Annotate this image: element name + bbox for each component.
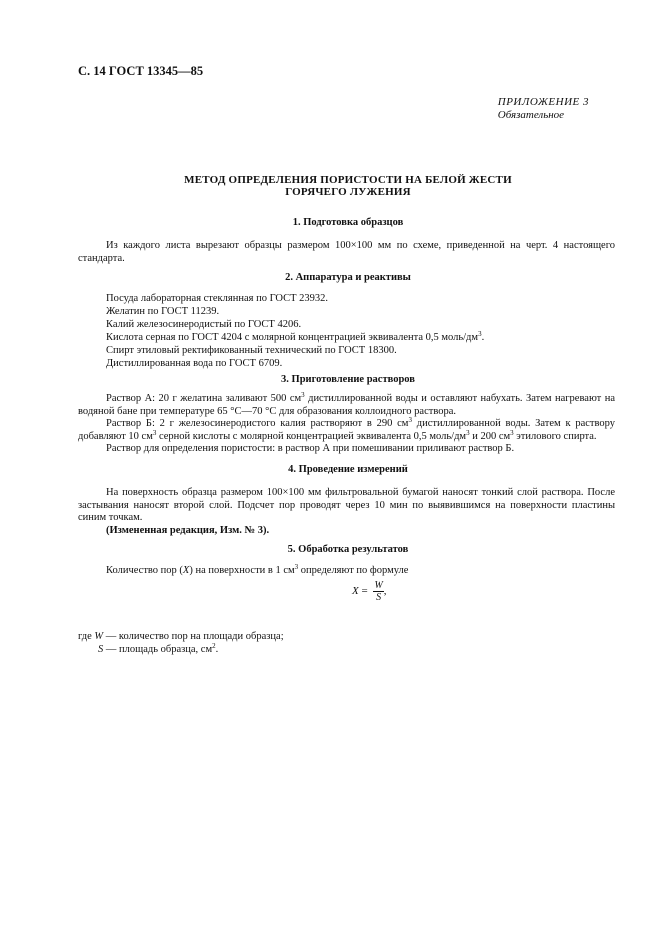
- appendix-status: Обязательное: [497, 109, 565, 121]
- list-item: Калий железосинеродистый по ГОСТ 4206.: [106, 319, 302, 330]
- formula-numerator: W: [374, 580, 383, 591]
- appendix-label: ПРИЛОЖЕНИЕ 3: [497, 96, 589, 108]
- section-1-heading: 1. Подготовка образцов: [292, 217, 404, 228]
- porosity-solution-paragraph: Раствор для определения пористости: в раствор А при помешивании приливают раствор Б.: [106, 443, 515, 454]
- results-intro: Количество пор (X) на поверхности в 1 $см^3$ определяют по формуле: [106, 563, 409, 576]
- definition-s: S — площадь образца, $см^2$.: [98, 641, 219, 655]
- measurement-paragraph: На поверхность образца размером 100×100 мм фильтровальной бумагой наносят тонкий слой раствора. После застывания наносят второй слой. Подсчет пор проводят через 10 мин по выявившимся на поверхности пластины синим точкам.: [78, 487, 615, 523]
- section-5-heading: 5. Обработка результатов: [287, 544, 409, 555]
- variable-definitions: [78, 631, 284, 656]
- section-1-text: Из каждого листа вырезают образцы размером 100×100 мм по схеме, приведенной на черт. 4 настоящего стандарта.: [78, 240, 615, 264]
- amendment-note: (Измененная редакция, Изм. № 3).: [106, 524, 270, 536]
- definition-w: где W — количество пор на площади образца;: [78, 631, 284, 642]
- document-title: [78, 175, 618, 198]
- formula-fraction: [373, 580, 383, 603]
- page-header: С. 14 ГОСТ 13345—85: [78, 64, 204, 78]
- list-item: Посуда лабораторная стеклянная по ГОСТ 23932.: [106, 293, 329, 304]
- list-item: Кислота серная по ГОСТ 4204 с молярной концентрацией эквивалента 0,5 моль/$дм^3$.: [106, 330, 485, 343]
- solution-a-paragraph: Раствор А: 20 г желатина заливают 500 $см^3$ дистиллированной воды и оставляют набухать. Затем нагревают на водяной бане при температуре 65 °С—70 °С для образования коллоидного раствора.: [78, 391, 615, 417]
- solution-b-paragraph: Раствор Б: 2 г железосинеродистого калия растворяют в 290 $см^3$ дистиллированной воды. Затем к раствору добавляют 10 $см^3$ серной кислоты с молярной концентрацией эквивалента 0,5 моль/$дм^3$ и 200 $см^3$ этилового спирта.: [78, 416, 615, 442]
- section-2-heading: 2. Аппаратура и реактивы: [285, 272, 411, 283]
- reagents-list: [106, 292, 616, 370]
- formula-denominator: S: [376, 592, 382, 603]
- list-item: Желатин по ГОСТ 11239.: [106, 306, 220, 317]
- section-4-heading: 4. Проведение измерений: [288, 464, 408, 475]
- section-3-text: [78, 393, 615, 456]
- title-line-1: МЕТОД ОПРЕДЕЛЕНИЯ ПОРИСТОСТИ НА БЕЛОЙ ЖЕСТИ: [184, 174, 512, 186]
- section-3-heading: 3. Приготовление растворов: [281, 374, 415, 385]
- list-item: Спирт этиловый ректификованный технический по ГОСТ 18300.: [106, 345, 397, 356]
- list-item: Дистиллированная вода по ГОСТ 6709.: [106, 358, 283, 369]
- section-4-text: [78, 487, 615, 537]
- porosity-formula: X = $\frac{W}{S}$ ,: [352, 580, 387, 603]
- title-line-2: ГОРЯЧЕГО ЛУЖЕНИЯ: [285, 185, 411, 198]
- appendix-block: [498, 96, 589, 122]
